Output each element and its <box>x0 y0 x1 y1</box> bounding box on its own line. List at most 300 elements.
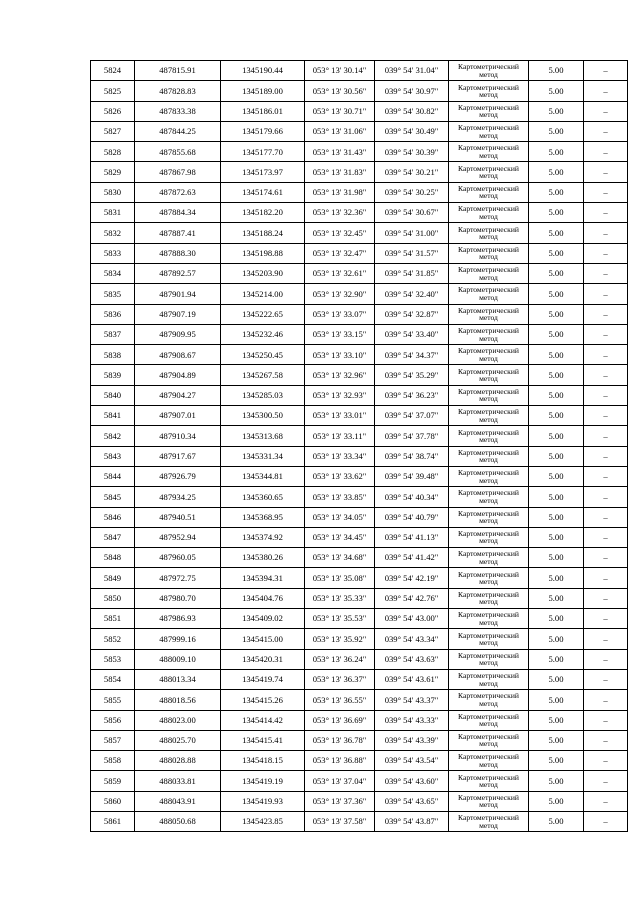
table-row <box>91 568 628 588</box>
accuracy-cell: 5.00 <box>529 588 584 608</box>
y-coordinate-cell: 1345419.93 <box>221 791 305 811</box>
note-cell: – <box>584 345 628 365</box>
y-coordinate-cell: 1345415.00 <box>221 629 305 649</box>
note-cell: – <box>584 751 628 771</box>
method-cell: Картометрический метод <box>449 487 529 507</box>
accuracy-cell: 5.00 <box>529 771 584 791</box>
latitude-cell: 053° 13' 32.90" <box>305 284 375 304</box>
method-cell: Картометрический метод <box>449 669 529 689</box>
x-coordinate-cell: 487815.91 <box>135 61 221 81</box>
note-cell: – <box>584 406 628 426</box>
latitude-cell: 053° 13' 32.96" <box>305 365 375 385</box>
accuracy-cell: 5.00 <box>529 182 584 202</box>
table-row <box>91 690 628 710</box>
y-coordinate-cell: 1345300.50 <box>221 406 305 426</box>
longitude-cell: 039° 54' 43.61" <box>375 669 449 689</box>
accuracy-cell: 5.00 <box>529 466 584 486</box>
x-coordinate-cell: 487917.67 <box>135 446 221 466</box>
point-number-cell: 5861 <box>91 811 135 831</box>
point-number-cell: 5855 <box>91 690 135 710</box>
x-coordinate-cell: 487986.93 <box>135 609 221 629</box>
accuracy-cell: 5.00 <box>529 324 584 344</box>
table-row <box>91 730 628 750</box>
method-cell: Картометрический метод <box>449 811 529 831</box>
note-cell: – <box>584 365 628 385</box>
note-cell: – <box>584 203 628 223</box>
method-cell: Картометрический метод <box>449 710 529 730</box>
longitude-cell: 039° 54' 30.25" <box>375 182 449 202</box>
note-cell: – <box>584 669 628 689</box>
accuracy-cell: 5.00 <box>529 304 584 324</box>
table-row <box>91 121 628 141</box>
note-cell: – <box>584 284 628 304</box>
y-coordinate-cell: 1345368.95 <box>221 507 305 527</box>
method-cell: Картометрический метод <box>449 629 529 649</box>
x-coordinate-cell: 487972.75 <box>135 568 221 588</box>
accuracy-cell: 5.00 <box>529 730 584 750</box>
point-number-cell: 5839 <box>91 365 135 385</box>
method-cell: Картометрический метод <box>449 284 529 304</box>
point-number-cell: 5852 <box>91 629 135 649</box>
table-row <box>91 426 628 446</box>
latitude-cell: 053° 13' 36.88" <box>305 751 375 771</box>
y-coordinate-cell: 1345344.81 <box>221 466 305 486</box>
note-cell: – <box>584 710 628 730</box>
method-cell: Картометрический метод <box>449 771 529 791</box>
note-cell: – <box>584 162 628 182</box>
accuracy-cell: 5.00 <box>529 609 584 629</box>
y-coordinate-cell: 1345313.68 <box>221 426 305 446</box>
point-number-cell: 5838 <box>91 345 135 365</box>
table-row <box>91 284 628 304</box>
table-row <box>91 324 628 344</box>
x-coordinate-cell: 487926.79 <box>135 466 221 486</box>
accuracy-cell: 5.00 <box>529 385 584 405</box>
table-row <box>91 487 628 507</box>
accuracy-cell: 5.00 <box>529 690 584 710</box>
longitude-cell: 039° 54' 35.29" <box>375 365 449 385</box>
longitude-cell: 039° 54' 31.57" <box>375 243 449 263</box>
note-cell: – <box>584 649 628 669</box>
method-cell: Картометрический метод <box>449 527 529 547</box>
table-row <box>91 345 628 365</box>
latitude-cell: 053° 13' 30.71" <box>305 101 375 121</box>
table-row <box>91 548 628 568</box>
method-cell: Картометрический метод <box>449 791 529 811</box>
note-cell: – <box>584 446 628 466</box>
longitude-cell: 039° 54' 31.85" <box>375 263 449 283</box>
method-cell: Картометрический метод <box>449 730 529 750</box>
y-coordinate-cell: 1345285.03 <box>221 385 305 405</box>
y-coordinate-cell: 1345423.85 <box>221 811 305 831</box>
table-row <box>91 791 628 811</box>
note-cell: – <box>584 588 628 608</box>
table-row <box>91 182 628 202</box>
method-cell: Картометрический метод <box>449 182 529 202</box>
accuracy-cell: 5.00 <box>529 487 584 507</box>
latitude-cell: 053° 13' 37.36" <box>305 791 375 811</box>
x-coordinate-cell: 487940.51 <box>135 507 221 527</box>
note-cell: – <box>584 690 628 710</box>
accuracy-cell: 5.00 <box>529 791 584 811</box>
x-coordinate-cell: 487901.94 <box>135 284 221 304</box>
method-cell: Картометрический метод <box>449 304 529 324</box>
table-row <box>91 466 628 486</box>
x-coordinate-cell: 488028.88 <box>135 751 221 771</box>
y-coordinate-cell: 1345173.97 <box>221 162 305 182</box>
point-number-cell: 5824 <box>91 61 135 81</box>
longitude-cell: 039° 54' 43.39" <box>375 730 449 750</box>
latitude-cell: 053° 13' 32.45" <box>305 223 375 243</box>
table-row <box>91 203 628 223</box>
longitude-cell: 039° 54' 43.87" <box>375 811 449 831</box>
point-number-cell: 5825 <box>91 81 135 101</box>
note-cell: – <box>584 527 628 547</box>
longitude-cell: 039° 54' 41.42" <box>375 548 449 568</box>
y-coordinate-cell: 1345331.34 <box>221 446 305 466</box>
y-coordinate-cell: 1345222.65 <box>221 304 305 324</box>
x-coordinate-cell: 488013.34 <box>135 669 221 689</box>
point-number-cell: 5843 <box>91 446 135 466</box>
point-number-cell: 5856 <box>91 710 135 730</box>
point-number-cell: 5834 <box>91 263 135 283</box>
x-coordinate-cell: 487907.19 <box>135 304 221 324</box>
note-cell: – <box>584 121 628 141</box>
x-coordinate-cell: 488033.81 <box>135 771 221 791</box>
point-number-cell: 5847 <box>91 527 135 547</box>
longitude-cell: 039° 54' 43.65" <box>375 791 449 811</box>
y-coordinate-cell: 1345415.26 <box>221 690 305 710</box>
x-coordinate-cell: 488018.56 <box>135 690 221 710</box>
point-number-cell: 5848 <box>91 548 135 568</box>
latitude-cell: 053° 13' 36.24" <box>305 649 375 669</box>
point-number-cell: 5832 <box>91 223 135 243</box>
accuracy-cell: 5.00 <box>529 345 584 365</box>
point-number-cell: 5860 <box>91 791 135 811</box>
latitude-cell: 053° 13' 31.06" <box>305 121 375 141</box>
method-cell: Картометрический метод <box>449 609 529 629</box>
accuracy-cell: 5.00 <box>529 446 584 466</box>
y-coordinate-cell: 1345404.76 <box>221 588 305 608</box>
longitude-cell: 039° 54' 38.74" <box>375 446 449 466</box>
point-number-cell: 5827 <box>91 121 135 141</box>
latitude-cell: 053° 13' 31.98" <box>305 182 375 202</box>
longitude-cell: 039° 54' 37.78" <box>375 426 449 446</box>
table-row <box>91 649 628 669</box>
method-cell: Картометрический метод <box>449 365 529 385</box>
method-cell: Картометрический метод <box>449 223 529 243</box>
y-coordinate-cell: 1345380.26 <box>221 548 305 568</box>
x-coordinate-cell: 487884.34 <box>135 203 221 223</box>
note-cell: – <box>584 263 628 283</box>
longitude-cell: 039° 54' 43.34" <box>375 629 449 649</box>
note-cell: – <box>584 629 628 649</box>
longitude-cell: 039° 54' 42.19" <box>375 568 449 588</box>
table-row <box>91 588 628 608</box>
point-number-cell: 5842 <box>91 426 135 446</box>
y-coordinate-cell: 1345232.46 <box>221 324 305 344</box>
point-number-cell: 5845 <box>91 487 135 507</box>
accuracy-cell: 5.00 <box>529 811 584 831</box>
x-coordinate-cell: 487872.63 <box>135 182 221 202</box>
accuracy-cell: 5.00 <box>529 223 584 243</box>
note-cell: – <box>584 324 628 344</box>
method-cell: Картометрический метод <box>449 243 529 263</box>
x-coordinate-cell: 487907.01 <box>135 406 221 426</box>
accuracy-cell: 5.00 <box>529 527 584 547</box>
longitude-cell: 039° 54' 43.60" <box>375 771 449 791</box>
accuracy-cell: 5.00 <box>529 649 584 669</box>
x-coordinate-cell: 487892.57 <box>135 263 221 283</box>
accuracy-cell: 5.00 <box>529 162 584 182</box>
method-cell: Картометрический метод <box>449 548 529 568</box>
accuracy-cell: 5.00 <box>529 365 584 385</box>
note-cell: – <box>584 771 628 791</box>
method-cell: Картометрический метод <box>449 588 529 608</box>
method-cell: Картометрический метод <box>449 61 529 81</box>
method-cell: Картометрический метод <box>449 406 529 426</box>
latitude-cell: 053° 13' 33.15" <box>305 324 375 344</box>
latitude-cell: 053° 13' 33.01" <box>305 406 375 426</box>
accuracy-cell: 5.00 <box>529 629 584 649</box>
point-number-cell: 5859 <box>91 771 135 791</box>
note-cell: – <box>584 568 628 588</box>
latitude-cell: 053° 13' 33.85" <box>305 487 375 507</box>
method-cell: Картометрический метод <box>449 203 529 223</box>
note-cell: – <box>584 81 628 101</box>
y-coordinate-cell: 1345419.19 <box>221 771 305 791</box>
latitude-cell: 053° 13' 36.37" <box>305 669 375 689</box>
y-coordinate-cell: 1345250.45 <box>221 345 305 365</box>
accuracy-cell: 5.00 <box>529 710 584 730</box>
longitude-cell: 039° 54' 42.76" <box>375 588 449 608</box>
x-coordinate-cell: 488025.70 <box>135 730 221 750</box>
point-number-cell: 5846 <box>91 507 135 527</box>
latitude-cell: 053° 13' 32.47" <box>305 243 375 263</box>
y-coordinate-cell: 1345177.70 <box>221 142 305 162</box>
method-cell: Картометрический метод <box>449 345 529 365</box>
latitude-cell: 053° 13' 36.78" <box>305 730 375 750</box>
x-coordinate-cell: 488009.10 <box>135 649 221 669</box>
table-row <box>91 527 628 547</box>
x-coordinate-cell: 487910.34 <box>135 426 221 446</box>
y-coordinate-cell: 1345267.58 <box>221 365 305 385</box>
longitude-cell: 039° 54' 30.21" <box>375 162 449 182</box>
table-row <box>91 751 628 771</box>
accuracy-cell: 5.00 <box>529 263 584 283</box>
longitude-cell: 039° 54' 43.37" <box>375 690 449 710</box>
point-number-cell: 5833 <box>91 243 135 263</box>
method-cell: Картометрический метод <box>449 162 529 182</box>
latitude-cell: 053° 13' 34.68" <box>305 548 375 568</box>
table-row <box>91 61 628 81</box>
longitude-cell: 039° 54' 36.23" <box>375 385 449 405</box>
method-cell: Картометрический метод <box>449 751 529 771</box>
latitude-cell: 053° 13' 34.45" <box>305 527 375 547</box>
accuracy-cell: 5.00 <box>529 81 584 101</box>
latitude-cell: 053° 13' 34.05" <box>305 507 375 527</box>
point-number-cell: 5829 <box>91 162 135 182</box>
point-number-cell: 5850 <box>91 588 135 608</box>
x-coordinate-cell: 487999.16 <box>135 629 221 649</box>
y-coordinate-cell: 1345374.92 <box>221 527 305 547</box>
x-coordinate-cell: 487952.94 <box>135 527 221 547</box>
method-cell: Картометрический метод <box>449 507 529 527</box>
method-cell: Картометрический метод <box>449 426 529 446</box>
note-cell: – <box>584 426 628 446</box>
table-row <box>91 710 628 730</box>
table-row <box>91 385 628 405</box>
table-row <box>91 669 628 689</box>
note-cell: – <box>584 507 628 527</box>
latitude-cell: 053° 13' 36.69" <box>305 710 375 730</box>
latitude-cell: 053° 13' 37.58" <box>305 811 375 831</box>
y-coordinate-cell: 1345188.24 <box>221 223 305 243</box>
longitude-cell: 039° 54' 43.54" <box>375 751 449 771</box>
x-coordinate-cell: 487833.38 <box>135 101 221 121</box>
y-coordinate-cell: 1345179.66 <box>221 121 305 141</box>
point-number-cell: 5828 <box>91 142 135 162</box>
latitude-cell: 053° 13' 30.14" <box>305 61 375 81</box>
x-coordinate-cell: 488050.68 <box>135 811 221 831</box>
method-cell: Картометрический метод <box>449 263 529 283</box>
longitude-cell: 039° 54' 43.33" <box>375 710 449 730</box>
table-row <box>91 101 628 121</box>
accuracy-cell: 5.00 <box>529 142 584 162</box>
y-coordinate-cell: 1345418.15 <box>221 751 305 771</box>
note-cell: – <box>584 487 628 507</box>
x-coordinate-cell: 487867.98 <box>135 162 221 182</box>
x-coordinate-cell: 487909.95 <box>135 324 221 344</box>
y-coordinate-cell: 1345415.41 <box>221 730 305 750</box>
table-row <box>91 629 628 649</box>
longitude-cell: 039° 54' 33.40" <box>375 324 449 344</box>
latitude-cell: 053° 13' 32.36" <box>305 203 375 223</box>
latitude-cell: 053° 13' 35.53" <box>305 609 375 629</box>
y-coordinate-cell: 1345414.42 <box>221 710 305 730</box>
accuracy-cell: 5.00 <box>529 203 584 223</box>
table-row <box>91 609 628 629</box>
latitude-cell: 053° 13' 37.04" <box>305 771 375 791</box>
accuracy-cell: 5.00 <box>529 101 584 121</box>
table-row <box>91 81 628 101</box>
table-row <box>91 365 628 385</box>
note-cell: – <box>584 243 628 263</box>
x-coordinate-cell: 487855.68 <box>135 142 221 162</box>
y-coordinate-cell: 1345189.00 <box>221 81 305 101</box>
x-coordinate-cell: 487934.25 <box>135 487 221 507</box>
y-coordinate-cell: 1345360.65 <box>221 487 305 507</box>
method-cell: Картометрический метод <box>449 568 529 588</box>
latitude-cell: 053° 13' 32.93" <box>305 385 375 405</box>
note-cell: – <box>584 609 628 629</box>
note-cell: – <box>584 142 628 162</box>
point-number-cell: 5830 <box>91 182 135 202</box>
y-coordinate-cell: 1345420.31 <box>221 649 305 669</box>
method-cell: Картометрический метод <box>449 142 529 162</box>
y-coordinate-cell: 1345203.90 <box>221 263 305 283</box>
note-cell: – <box>584 304 628 324</box>
x-coordinate-cell: 487960.05 <box>135 548 221 568</box>
method-cell: Картометрический метод <box>449 101 529 121</box>
latitude-cell: 053° 13' 33.62" <box>305 466 375 486</box>
longitude-cell: 039° 54' 30.67" <box>375 203 449 223</box>
point-number-cell: 5826 <box>91 101 135 121</box>
longitude-cell: 039° 54' 32.40" <box>375 284 449 304</box>
longitude-cell: 039° 54' 31.04" <box>375 61 449 81</box>
longitude-cell: 039° 54' 37.07" <box>375 406 449 426</box>
latitude-cell: 053° 13' 31.43" <box>305 142 375 162</box>
point-number-cell: 5836 <box>91 304 135 324</box>
table-row <box>91 263 628 283</box>
accuracy-cell: 5.00 <box>529 507 584 527</box>
longitude-cell: 039° 54' 41.13" <box>375 527 449 547</box>
point-number-cell: 5858 <box>91 751 135 771</box>
y-coordinate-cell: 1345182.20 <box>221 203 305 223</box>
longitude-cell: 039° 54' 30.39" <box>375 142 449 162</box>
coordinates-table-body <box>91 61 628 832</box>
x-coordinate-cell: 487980.70 <box>135 588 221 608</box>
latitude-cell: 053° 13' 35.33" <box>305 588 375 608</box>
point-number-cell: 5837 <box>91 324 135 344</box>
longitude-cell: 039° 54' 30.97" <box>375 81 449 101</box>
note-cell: – <box>584 101 628 121</box>
point-number-cell: 5849 <box>91 568 135 588</box>
x-coordinate-cell: 488043.91 <box>135 791 221 811</box>
point-number-cell: 5831 <box>91 203 135 223</box>
x-coordinate-cell: 487908.67 <box>135 345 221 365</box>
method-cell: Картометрический метод <box>449 385 529 405</box>
point-number-cell: 5853 <box>91 649 135 669</box>
accuracy-cell: 5.00 <box>529 548 584 568</box>
x-coordinate-cell: 488023.00 <box>135 710 221 730</box>
note-cell: – <box>584 466 628 486</box>
y-coordinate-cell: 1345198.88 <box>221 243 305 263</box>
y-coordinate-cell: 1345190.44 <box>221 61 305 81</box>
x-coordinate-cell: 487828.83 <box>135 81 221 101</box>
method-cell: Картометрический метод <box>449 690 529 710</box>
table-row <box>91 243 628 263</box>
point-number-cell: 5835 <box>91 284 135 304</box>
note-cell: – <box>584 223 628 243</box>
point-number-cell: 5851 <box>91 609 135 629</box>
longitude-cell: 039° 54' 39.48" <box>375 466 449 486</box>
longitude-cell: 039° 54' 32.87" <box>375 304 449 324</box>
accuracy-cell: 5.00 <box>529 61 584 81</box>
method-cell: Картометрический метод <box>449 466 529 486</box>
point-number-cell: 5854 <box>91 669 135 689</box>
accuracy-cell: 5.00 <box>529 568 584 588</box>
x-coordinate-cell: 487887.41 <box>135 223 221 243</box>
accuracy-cell: 5.00 <box>529 426 584 446</box>
longitude-cell: 039° 54' 34.37" <box>375 345 449 365</box>
y-coordinate-cell: 1345419.74 <box>221 669 305 689</box>
note-cell: – <box>584 182 628 202</box>
latitude-cell: 053° 13' 31.83" <box>305 162 375 182</box>
latitude-cell: 053° 13' 30.56" <box>305 81 375 101</box>
longitude-cell: 039° 54' 40.79" <box>375 507 449 527</box>
accuracy-cell: 5.00 <box>529 751 584 771</box>
note-cell: – <box>584 548 628 568</box>
latitude-cell: 053° 13' 33.07" <box>305 304 375 324</box>
longitude-cell: 039° 54' 43.63" <box>375 649 449 669</box>
table-row <box>91 811 628 831</box>
x-coordinate-cell: 487904.89 <box>135 365 221 385</box>
note-cell: – <box>584 730 628 750</box>
table-row <box>91 162 628 182</box>
table-row <box>91 304 628 324</box>
longitude-cell: 039° 54' 30.49" <box>375 121 449 141</box>
